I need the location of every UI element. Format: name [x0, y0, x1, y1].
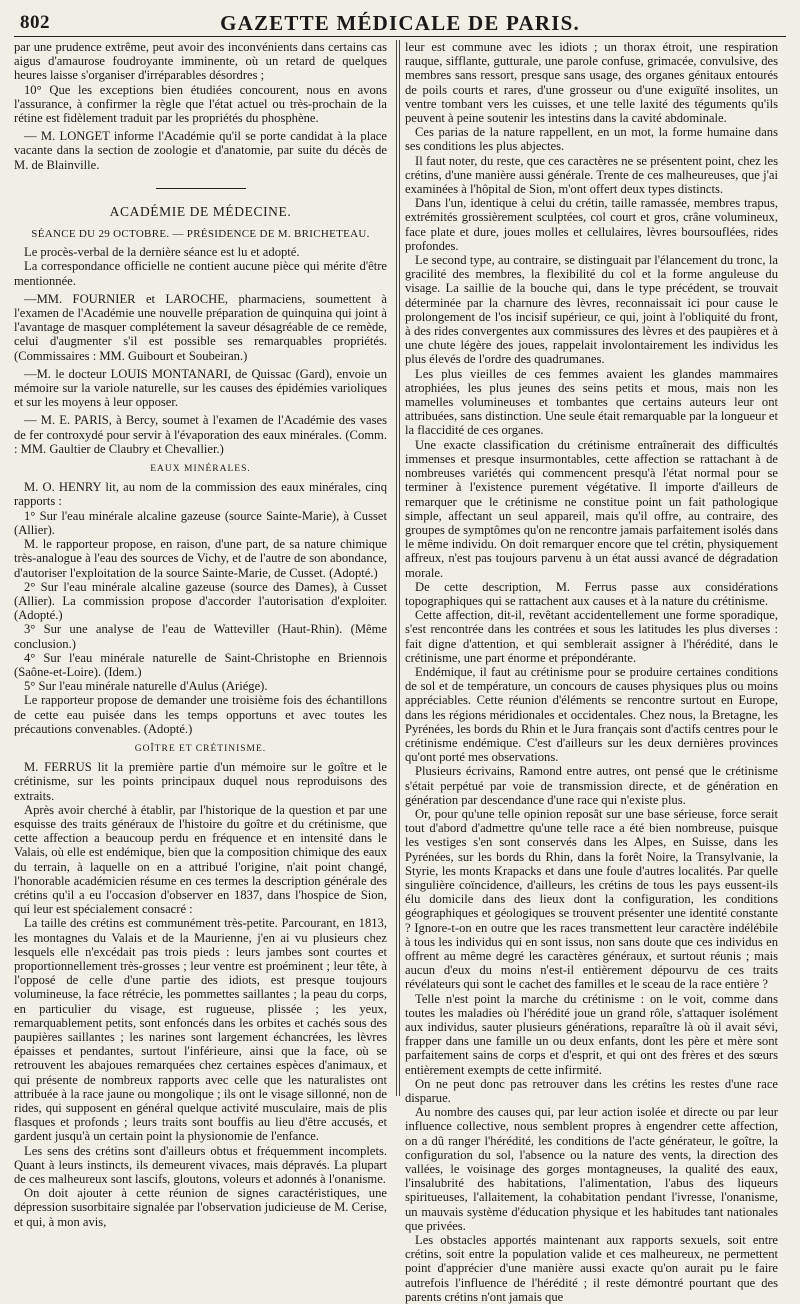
paragraph: Plusieurs écrivains, Ramond entre autres, ont pensé que le crétinisme s'était perpétué par voie de transmission directe, et de génération en génération par descendance d'une race qui n'existe plus.: [405, 764, 778, 807]
left-column: [14, 40, 387, 1229]
paragraph: Au nombre des causes qui, par leur action isolée et directe ou par leur influence collective, nous semblent propres à engendrer cette affection, on a dû ranger l'hérédité, les conditions de l'acte générateur, le goître, la configuration du sol, l'absence ou la nature des vents, la direction des vallées, le voisinage des gorges montagneuses, la qualité des eaux, l'insalubrité des habitations, l'alimentation, l'abus des liqueurs spiritueuses, l'allaitement, la cohabitation pendant l'ivresse, l'onanisme, un mauvais système d'éducation physique et les habitudes tant nationales que privées.: [405, 1105, 778, 1233]
paragraph: 10° Que les exceptions bien étudiées concourent, nous en avons l'assurance, à confirmer la règle que l'état actuel ou très-prochain de la rétine est fidèlement traduit par les propriétés du phosphène.: [14, 82, 387, 126]
paragraph: On doit ajouter à cette réunion de signes caractéristiques, une dépression susorbitaire signalée par l'observation judicieuse de M. Cerise, et qui, à mon avis,: [14, 1186, 387, 1229]
column-rule: [399, 40, 400, 1096]
paragraph: Telle n'est point la marche du crétinisme : on le voit, comme dans toutes les maladies où l'hérédité joue un grand rôle, s'attaquer isolément aux individus, sauter plusieurs générations, reparaître là où il avait sévi, frapper dans une famille un ou deux enfants, dont les père et mère sont parfaitement sains de corps et d'esprit, et qui ont des frères et des sœurs entièrement exempts de cette infirmité.: [405, 991, 778, 1077]
paragraph: De cette description, M. Ferrus passe aux considérations topographiques qui se rattachent aux causes et à la nature du crétinisme.: [405, 579, 778, 608]
paragraph: 5° Sur l'eau minérale naturelle d'Aulus (Ariége).: [24, 679, 268, 694]
paragraph: Le procès-verbal de la dernière séance est lu et adopté.: [24, 245, 300, 260]
paragraph: Une exacte classification du crétinisme entraînerait des difficultés immenses et presque insurmontables, cette affection se rattachant à de nombreuses variétés qui commencent presqu'à l'état normal pour se terminer à l'existence purement végétative. Il importe d'ailleurs de remarquer que le crétinisme ne constitue point un fait pathologique simple, affectant un seul appareil, mais qu'il offre, au contraire, des groupes de symptômes qu'on ne rencontre jamais parfaitement isolés dans le même individu. On doit remarquer encore que tel crétin, physiquement affreux, n'est pas toujours parvenu à un état aussi avancé de dégradation morale.: [405, 437, 778, 580]
journal-title: GAZETTE MÉDICALE DE PARIS.: [220, 11, 580, 35]
paragraph: Il faut noter, du reste, que ces caractères ne se présentent point, chez les crétins, d'une manière aussi générale. Trente de ces malheureuses, que j'ai examinées à l'hôpital de Sion, m'ont offert deux types distincts.: [405, 153, 778, 197]
page-number: 802: [20, 12, 50, 33]
paragraph: Ces parias de la nature rappellent, en un mot, la forme humaine dans ses conditions les plus abjectes.: [405, 125, 778, 154]
paragraph: On ne peut donc pas retrouver dans les crétins les restes d'une race disparue.: [405, 1076, 778, 1106]
paragraph: —M. le docteur LOUIS MONTANARI, de Quissac (Gard), envoie un mémoire sur la variole naturelle, sur les causes des épidémies varioliques et sur les moyens à leur opposer.: [14, 366, 387, 410]
subsection-heading: GOÎTRE ET CRÉTINISME.: [134, 743, 267, 754]
paragraph: Le rapporteur propose de demander une troisième fois des échantillons de cette eau puisée dans les temps opportuns et avec toutes les précautions convenables. (Adopté.): [14, 693, 387, 736]
paragraph: La taille des crétins est communément très-petite. Parcourant, en 1813, les montagnes du Valais et de la Maurienne, j'en ai vu plusieurs chez lesquels elle n'excédait pas trois pieds : leurs jambes sont courtes et proportionnellement très-grosses ; leur ventre est proéminent ; leur tête, à l'opposé de celle d'une partie des idiots, est presque toujours volumineuse, la face rétrécie, les pommettes saillantes ; la peau du corps, en particulier du visage, est rugueuse, plissée ; les yeux, remarquablement petits, sont enfoncés dans les orbites et cachés sous des paupières saillantes ; les narines sont largement échancrées, les lèvres épaisses et pendantes, surtout l'inférieure, ainsi que la face, où se retrouvent les abajoues remarquées chez certaines espèces d'animaux, et qui présente de nombreux rapports avec celle que les naturalistes ont attribuée à la race jaune ou mongolique ; ils ont le visage sillonné, non de rides, qui supposent en général quelque activité musculaire, mais de plis flasques et profonds ; leurs traits sont bouffis au lieu d'être accusés, et gardent jusqu'à un certain point la physionomie de l'enfance.: [14, 916, 387, 1144]
paragraph: Cette affection, dit-il, revêtant accidentellement une forme sporadique, s'est rencontrée dans les contrées et sous les latitudes les plus diverses : fait digne d'attention, et qui semblerait assigner à l'hérédité, dans le crétinisme, une part énorme et prépondérante.: [405, 608, 778, 665]
paragraph: Après avoir cherché à établir, par l'historique de la question et par une esquisse des traits généraux de l'histoire du goître et du crétinisme, que cette affection a beaucoup perdu en fréquence et en intensité dans le Valais, où elle est endémique, bien que la composition chimique des eaux du terrain, à laquelle on en a attribué l'origine, n'ait point changé, l'honorable académicien résume en ces termes la description générale des crétins qu'il a eu l'occasion d'observer en 1837, dans l'hospice de Sion, qui leur est spécialement consacré :: [14, 802, 387, 917]
section-heading: ACADÉMIE DE MÉDECINE.: [109, 203, 292, 219]
column-rule: [396, 40, 397, 1096]
header-rule: [14, 36, 786, 37]
paragraph: M. FERRUS lit la première partie d'un mémoire sur le goître et le crétinisme, sur les points principaux duquel nous reproduisons des extraits.: [14, 760, 387, 803]
paragraph: Le second type, au contraire, se distinguait par l'élancement du tronc, la gracilité des membres, la flexibilité du col et la forme anguleuse du visage. La saillie de la bouche qui, dans le type précédent, se trouvait déterminée par la charnure des lèvres, reconnaissait ici pour cause le prolongement de l'os incisif supérieur, ce qui, joint à l'obliquité du front, à des rides convergentes aux commissures des lèvres et des paupières et à une chute légère des joues, rappelait involontairement les individus les plus élevés de l'ordre des quadrumanes.: [405, 253, 778, 367]
paragraph: 2° Sur l'eau minérale alcaline gazeuse (source des Dames), à Cusset (Allier). La commission propose d'accorder l'autorisation d'exploiter. (Adopté.): [14, 579, 387, 623]
page-header: [14, 8, 786, 36]
right-column: [405, 40, 778, 1304]
paragraph: Endémique, il faut au crétinisme pour se produire certaines conditions de sol et de température, un concours de causes physiques plus ou moins appréciables. Cette réunion d'éléments se rencontre surtout en Europe, dans les régions méridionales et occidentales. Chez nous, la Bretagne, les Pyrénées, les bords du Rhin et le Jura français sont d'actifs centres pour le crétinisme endémique. C'est d'ailleurs sur les deux dernières provinces qu'ont porté mes observations.: [405, 664, 778, 765]
paragraph: par une prudence extrême, peut avoir des inconvénients dans certains cas aigus d'amaurose foudroyante imminente, où un retard de quelques heures laisse s'organiser d'irréparables désordres ;: [14, 40, 387, 83]
paragraph: Or, pour qu'une telle opinion reposât sur une base sérieuse, force serait tout d'abord d'admettre qu'une telle race a été bien nombreuse, puisque les vestiges s'en sont conservés dans les Alpes, en Suisse, dans les Pyrénées, sur les bords du Rhin, dans la forêt Noire, la Transylvanie, la Styrie, les monts Krapacks et dans une foule d'autres localités. Par quelle singulière coïncidence, d'ailleurs, les crétins de tous les pays eussent-ils élu domicile dans des lieux dont la configuration, les conditions géographiques et géologiques se trouvent présenter une identité constante ? Ignore-t-on en outre que les races transmettent leur caractère indélébile à tous les individus qui en sont issus, non sans doute que ces individus en offrent au même degré les caractères généraux, et surtout réunis ; mais aucun d'eux du moins n'est-il entièrement dépourvu de ces traits révélateurs qui sont le cachet des familles et le sceau de la race entière ?: [405, 806, 778, 992]
paragraph: 1° Sur l'eau minérale alcaline gazeuse (source Sainte-Marie), à Cusset (Allier).: [14, 508, 387, 537]
paragraph: 3° Sur une analyse de l'eau de Watteviller (Haut-Rhin). (Même conclusion.): [14, 622, 387, 651]
paragraph: Les sens des crétins sont d'ailleurs obtus et fréquemment incomplets. Quant à leurs instincts, ils demeurent vivaces, mais dépravés. La plupart de ces malheureux sont lascifs, gloutons, voleurs et adonnés à l'onanisme.: [14, 1143, 387, 1187]
section-separator: [156, 188, 246, 189]
paragraph: — M. LONGET informe l'Académie qu'il se porte candidat à la place vacante dans la section de zoologie et d'anatomie, par suite du décès de M. de Blainville.: [14, 129, 387, 172]
paragraph: Dans l'un, identique à celui du crétin, taille ramassée, membres trapus, extrémités grossièrement sculptées, col court et gros, crâne volumineux, face plate et dure, joues molles et cellulaires, lèvres boursouflées, rides profondes.: [405, 196, 778, 253]
paragraph: La correspondance officielle ne contient aucune pièce qui mérite d'être mentionnée.: [14, 259, 387, 288]
paragraph: M. O. HENRY lit, au nom de la commission des eaux minérales, cinq rapports :: [14, 480, 387, 509]
paragraph: Les plus vieilles de ces femmes avaient les glandes mammaires atrophiées, les plus jeunes des seins petits et mous, mais non les mamelles volumineuses et tombantes que certains auteurs leur ont attribuées, sans distinction. Une seule était remarquable par la longueur et la flaccidité de ces organes.: [405, 366, 778, 438]
paragraph: 4° Sur l'eau minérale naturelle de Saint-Christophe en Briennois (Saône-et-Loire). (Idem.): [14, 650, 387, 679]
subsection-heading: EAUX MINÉRALES.: [150, 464, 251, 475]
paragraph: —MM. FOURNIER et LAROCHE, pharmaciens, soumettent à l'examen de l'Académie une nouvelle préparation de quinquina qui joint à l'avantage de masquer complétement la saveur désagréable de ce remède, celui d'augmenter s'il est possible ses remarquables propriétés. (Commissaires : MM. Guibourt et Soubeiran.): [14, 291, 387, 363]
paragraph: — M. E. PARIS, à Bercy, soumet à l'examen de l'Académie des vases de fer controxydé pour servir à l'évaporation des eaux minérales. (Comm. : MM. Gaultier de Claubry et Chevallier.): [14, 413, 387, 456]
paragraph: Les obstacles apportés maintenant aux rapports sexuels, soit entre crétins, soit entre la population valide et ces malheureux, ne permettent point d'apprécier d'une manière aussi exacte qu'on aurait pu le faire autrefois l'influence de l'hérédité ; il reste démontré pourtant que des parents crétins n'ont jamais que: [405, 1233, 778, 1304]
session-heading: SÉANCE DU 29 OCTOBRE. — PRÉSIDENCE DE M. BRICHETEAU.: [31, 228, 370, 241]
text-columns: [14, 40, 786, 1304]
paragraph: leur est commune avec les idiots ; un thorax étroit, une respiration rauque, sifflante, gutturale, une parole confuse, grimacée, convulsive, des membres sans ressort, presque sans usage, des organes génitaux entourés de poils courts et rares, d'une grosseur ou d'une exiguïté insolites, un ventre tombant vers les cuisses, et une telle laxité des téguments qu'ils peuvent à peine soutenir les intestins dans la cavité abdominale.: [405, 40, 778, 126]
paragraph: M. le rapporteur propose, en raison, d'une part, de sa nature chimique très-analogue à l'eau des sources de Vichy, et de l'autre de son abondance, d'autoriser l'exploitation de la source Sainte-Marie, de Cusset. (Adopté.): [14, 537, 387, 580]
